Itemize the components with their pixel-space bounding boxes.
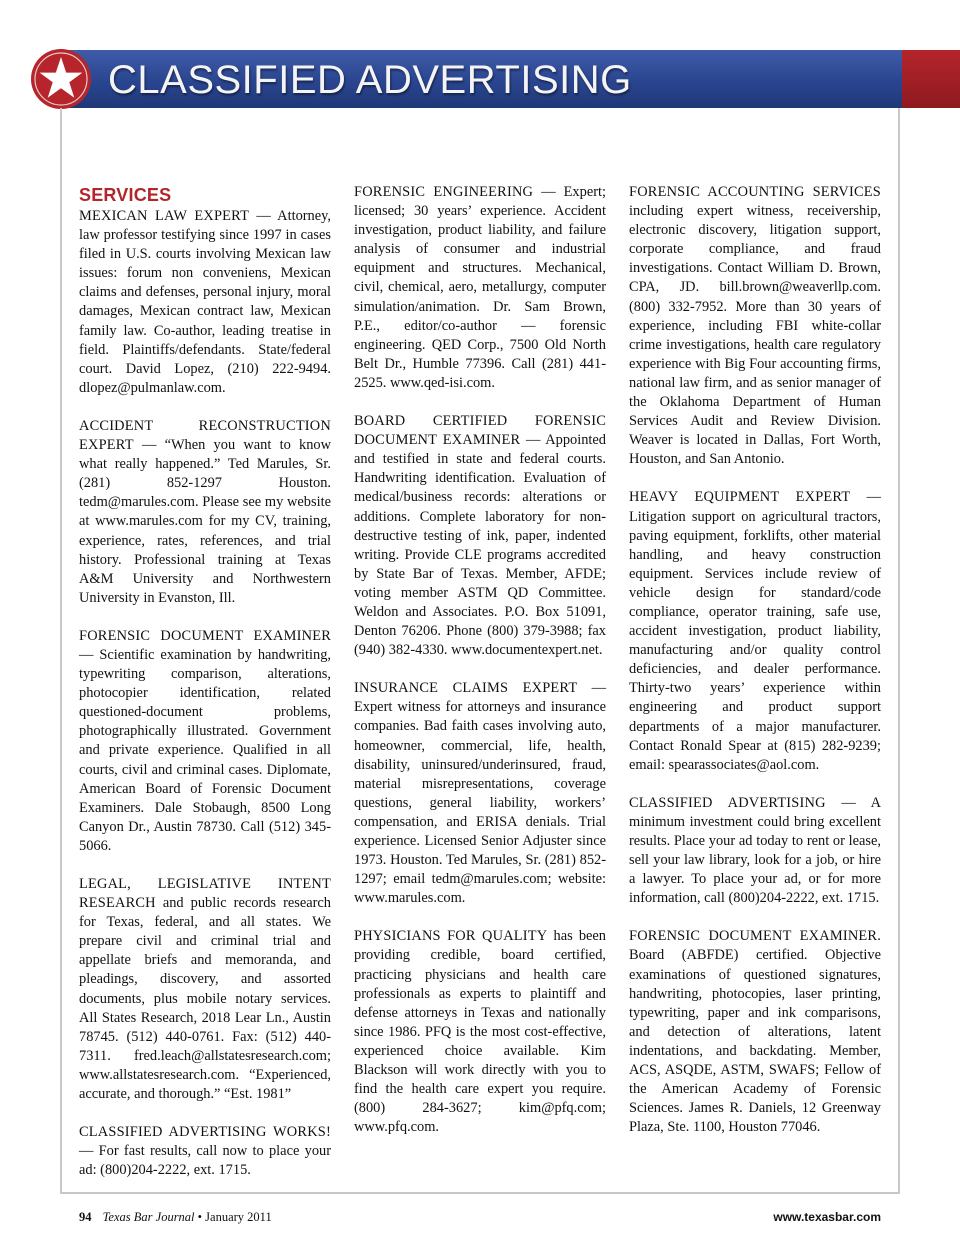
section-title: SERVICES bbox=[79, 185, 172, 205]
page-footer bbox=[79, 1208, 881, 1226]
classified-ad bbox=[79, 417, 331, 608]
ad-body: Board (ABFDE) certified. Objective examinations of questioned signatures, handwriting, photocopies, laser printing, typewriting, paper and ink comparisons, and detection of alterations, latent indentations, and backdating. Member, ACS, ASQDE, ASTM, SWAFS; Fellow of the American Academy of Forensic Sciences. James R. Daniels, 12 Greenway Plaza, Ste. 1100, Houston 77046. bbox=[629, 947, 881, 1136]
ad-body: including expert witness, receivership, electronic discovery, litigation support, corporate compliance, and fraud investigations. Contact William D. Brown, CPA, JD. bill.brown@weaverllp.com. (800) 332-7952. More than 30 years of experience, including FBI white-collar crime investigations, health care regulatory experience with Big Four accounting firms, national law firm, and as senior manager of the Oklahoma Department of Human Services Audit and Review Division. Weaver is located in Dallas, Fort Worth, Houston, and San Antonio. bbox=[629, 203, 881, 468]
ad-body: — “When you want to know what really happened.” Ted Marules, Sr. (281) 852-1297 Houston. tedm@marules.com. Please see my website at www.marules.com for my CV, training, experience, rates, references, and trial history. Professional training at Texas A&M University and Northwestern University in Evanston, Ill. bbox=[79, 437, 331, 606]
ad-heading: FORENSIC DOCUMENT EXAMINER. bbox=[629, 928, 881, 945]
classified-ad bbox=[354, 183, 606, 393]
ad-heading: FORENSIC ACCOUNTING SERVICES bbox=[629, 184, 881, 200]
footer-citation bbox=[79, 1208, 272, 1226]
footer-website: www.texasbar.com bbox=[773, 1210, 881, 1224]
banner-red-block bbox=[902, 50, 960, 108]
ad-heading: FORENSIC ENGINEERING bbox=[354, 184, 534, 200]
ad-body: — Scientific examination by handwriting, typewriting comparison, alterations, photocopier identification, related questioned-document problems, photographically illustrated. Government and private experience. Qualified in all courts, civil and criminal cases. Diplomate, American Board of Forensic Document Examiners. Dale Stobaugh, 8500 Long Canyon Dr., Austin 78730. Call (512) 345-5066. bbox=[79, 646, 331, 854]
column-3 bbox=[629, 183, 881, 1156]
ad-body: — Expert; licensed; 30 years’ experience. Accident investigation, product liability, and failure analysis of consumer and industrial equipment and structures. Mechanical, civil, chemical, aero, metallurgy, computer simulation/animation. Dr. Sam Brown, P.E., editor/co-author — forensic engineering. QED Corp., 7500 Old North Belt Dr., Humble 77396. Call (281) 441-2525. www.qed-isi.com. bbox=[354, 184, 606, 391]
ad-body: — A minimum investment could bring excellent results. Place your ad today to rent or lease, sell your law library, look for a job, or hire a lawyer. To place your ad, or for more information, call (800)204-2222, ext. 1715. bbox=[629, 794, 881, 907]
ad-heading: BOARD CERTIFIED FORENSIC DOCUMENT EXAMINER bbox=[354, 413, 606, 449]
classified-ad bbox=[629, 927, 881, 1137]
header-banner bbox=[0, 50, 960, 108]
ad-heading: CLASSIFIED ADVERTISING WORKS! bbox=[79, 1124, 331, 1141]
classified-ad bbox=[354, 412, 606, 660]
classified-ad bbox=[354, 679, 606, 908]
classified-ad bbox=[629, 488, 881, 774]
ad-heading: MEXICAN LAW EXPERT bbox=[79, 208, 250, 224]
ad-body: — Appointed and testified in state and federal courts. Handwriting identification. Evaluation of medical/business records: alterations or additions. Complete laboratory for non-destructive testing of ink, paper, indented writing. Provide CLE programs accredited by State Bar of Texas. Member, AFDE; voting member ASTM QD Committee. Weldon and Associates. P.O. Box 51091, Denton 76206. Phone (800) 379-3988; fax (940) 382-4330. www.documentexpert.net. bbox=[354, 432, 607, 659]
ad-body: — Attorney, law professor testifying since 1997 in cases filed in U.S. courts involving Mexican law issues: forum non conveniens, Mexican claims and defenses, personal injury, moral damages, Mexican contract law, Mexican family law. Co-author, leading treatise in field. Plaintiffs/defendants. State/federal court. David Lopez, (210) 222-9494. dlopez@pulmanlaw.com. bbox=[79, 208, 331, 396]
column-1 bbox=[79, 184, 331, 1199]
classified-ad bbox=[79, 875, 331, 1104]
footer-separator: • bbox=[197, 1210, 203, 1224]
classified-ad bbox=[354, 927, 606, 1137]
ad-heading: PHYSICIANS FOR QUALITY bbox=[354, 928, 548, 945]
ad-body: — Expert witness for attorneys and insurance companies. Bad faith cases involving auto, homeowner, commercial, life, health, disability, uninsured/underinsured, fraud, material misrepresentations, coverage questions, general liability, workers’ compensation, and ERISA denials. Trial experience. Licensed Senior Adjuster since 1973. Houston. Ted Marules, Sr. (281) 852-1297; email tedm@marules.com; website: www.marules.com. bbox=[354, 680, 606, 907]
page-number: 94 bbox=[79, 1210, 92, 1224]
texas-star-seal-icon bbox=[30, 48, 92, 110]
classified-ad bbox=[629, 794, 881, 909]
ad-body: and public records research for Texas, federal, and all states. We prepare civil and criminal trial and appellate briefs and memoranda, and pleadings, discovery, and assorted documents, plus mobile notary services. All States Research, 2018 Lear Ln., Austin 78745. (512) 440-0761. Fax: (512) 440-7311. fred.leach@allstatesresearch.com; www.allstatesresearch.com. “Experienced, accurate, and thorough.” “Est. 1981” bbox=[79, 895, 331, 1103]
ad-heading: INSURANCE CLAIMS EXPERT bbox=[354, 680, 578, 697]
issue-date: January 2011 bbox=[205, 1210, 272, 1224]
ad-heading: FORENSIC DOCUMENT EXAMINER bbox=[79, 627, 331, 644]
classified-ad bbox=[79, 627, 331, 856]
ad-heading: CLASSIFIED ADVERTISING bbox=[629, 794, 826, 811]
ad-body: — Litigation support on agricultural tractors, paving equipment, forklifts, other material handling, and heavy construction equipment. Services include review of vehicle design for standard/code compliance, operator training, safe use, accident investigation, product liability, manufacturing and/or quality control deficiencies, and dealer performance. Thirty-two years’ experience within engineering and product support departments of a major manufacturer. Contact Ronald Spear at (815) 282-9239; email: spearassociates@aol.com. bbox=[629, 489, 881, 773]
journal-name: Texas Bar Journal bbox=[102, 1210, 195, 1224]
ad-heading: LEGAL, LEGISLATIVE INTENT RESEARCH bbox=[79, 876, 331, 912]
column-2 bbox=[354, 183, 606, 1156]
ad-body: has been providing credible, board certified, practicing physicians and health care professionals as experts to plaintiff and defense attorneys in Texas and nationally since 1986. PFQ is the most cost-effective, experienced choice available. Kim Blackson will work directly with you to find the health care expert you require. (800) 284-3627; kim@pfq.com; www.pfq.com. bbox=[354, 928, 606, 1136]
classified-ad bbox=[79, 207, 331, 398]
page-title: CLASSIFIED ADVERTISING bbox=[108, 58, 632, 102]
classified-ad bbox=[629, 183, 881, 469]
classified-ad bbox=[79, 1123, 331, 1180]
ad-body: — For fast results, call now to place your ad: (800)204-2222, ext. 1715. bbox=[79, 1143, 331, 1179]
ad-heading: ACCIDENT RECONSTRUCTION EXPERT bbox=[79, 417, 331, 454]
ad-heading: HEAVY EQUIPMENT EXPERT bbox=[629, 489, 851, 506]
